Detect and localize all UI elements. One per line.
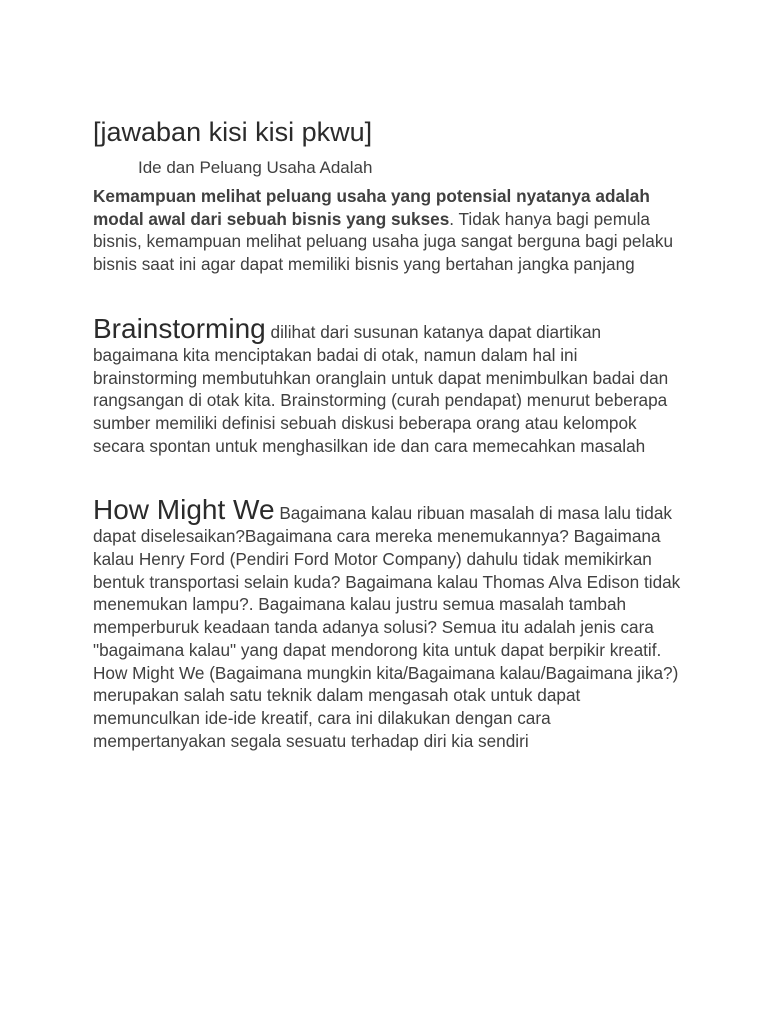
- document-title: [jawaban kisi kisi pkwu]: [93, 117, 373, 147]
- brainstorming-text: dilihat dari susunan katanya dapat diartikan bagaimana kita menciptakan badai di otak, namun dalam hal ini brainstorming membutuhkan oranglain untuk dapat menimbulkan badai dan rangsangan di otak kita. Brainstorming (curah pendapat) menurut beberapa sumber memiliki definisi sebuah diskusi beberapa orang atau kelompok secara spontan untuk menghasilkan ide dan cara memecahkan masalah: [93, 321, 669, 456]
- how-might-we-paragraph: [93, 495, 683, 752]
- intro-paragraph: [93, 185, 683, 276]
- brainstorming-heading: Brainstorming: [93, 312, 266, 344]
- how-might-we-text: Bagaimana kalau ribuan masalah di masa lalu tidak dapat diselesaikan?Bagaimana cara mereka menemukannya? Bagaimana kalau Henry Ford (Pendiri Ford Motor Company) dahulu tidak memikirkan bentuk transportasi selain kuda? Bagaimana kalau Thomas Alva Edison tidak menemukan lampu?. Bagaimana kalau justru semua masalah tambah memperburuk keadaan tanda adanya solusi? Semua itu adalah jenis cara "bagaimana kalau" yang dapat mendorong kita untuk dapat berpikir kreatif. How Might We (Bagaimana mungkin kita/Bagaimana kalau/Bagaimana jika?) merupakan salah satu teknik dalam mengasah otak untuk dapat memunculkan ide-ide kreatif, cara ini dilakukan dengan cara mempertanyakan segala sesuatu terhadap diri kia sendiri: [93, 503, 681, 751]
- document-page: [93, 112, 683, 752]
- brainstorming-paragraph: [93, 314, 683, 458]
- document-subtitle: Ide dan Peluang Usaha Adalah: [138, 158, 373, 177]
- how-might-we-heading: How Might We: [93, 494, 275, 526]
- intro-bold-text: Kemampuan melihat peluang usaha yang potensial nyatanya adalah modal awal dari sebuah bisnis yang sukses: [93, 186, 650, 229]
- intro-text: . Tidak hanya bagi pemula bisnis, kemampuan melihat peluang usaha juga sangat berguna bagi pelaku bisnis saat ini agar dapat memiliki bisnis yang bertahan jangka panjang: [93, 208, 674, 275]
